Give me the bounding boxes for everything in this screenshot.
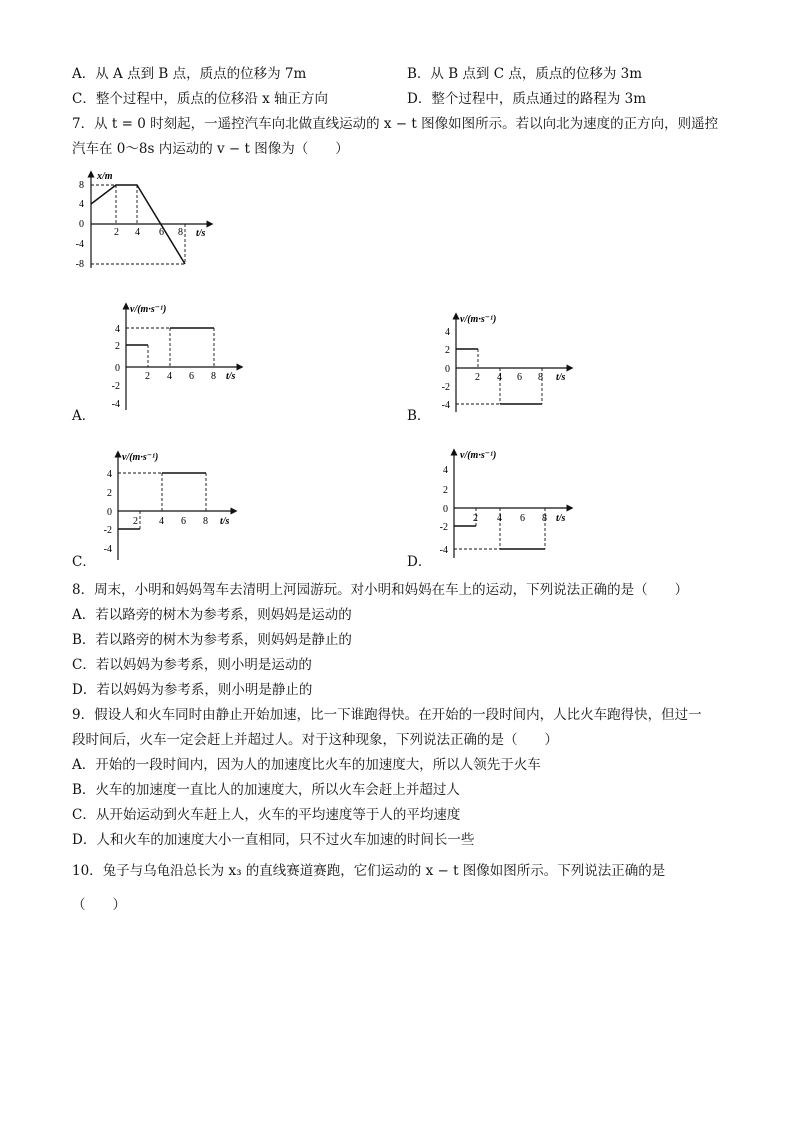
- c-ytick: 2: [107, 488, 112, 499]
- b-xtick: 4: [497, 372, 502, 383]
- xt-ytick: 8: [79, 180, 84, 191]
- c-xtick: 4: [159, 516, 164, 527]
- xt-ytick: 4: [79, 199, 84, 210]
- q7-option-c-letter: C．: [72, 554, 96, 570]
- xt-xtick: 4: [135, 227, 140, 238]
- b-xtick: 2: [475, 372, 480, 383]
- q10-stem-line2: （ ）: [72, 897, 126, 913]
- b-ytick: 4: [445, 327, 450, 338]
- xt-xtick: 6: [159, 227, 164, 238]
- b-ytick: 2: [445, 345, 450, 356]
- c-ytick: 0: [107, 507, 112, 518]
- d-xtick: 4: [497, 513, 502, 524]
- q9-option-a: A．开始的一段时间内，因为人的加速度比火车的加速度大，所以人领先于火车: [72, 757, 541, 773]
- a-x-label: t/s: [226, 371, 236, 382]
- q9-stem-line2: 段时间后，火车一定会赶上并超过人。对于这种现象，下列说法正确的是（ ）: [72, 732, 558, 748]
- c-ytick: -2: [103, 525, 112, 536]
- q9-option-b: B．火车的加速度一直比人的加速度大，所以火车会赶上并超过人: [72, 782, 460, 798]
- xt-xtick: 2: [114, 227, 119, 238]
- b-ytick: 0: [445, 364, 450, 375]
- b-ytick: -4: [441, 400, 450, 411]
- q7-option-d-letter: D．: [407, 554, 432, 570]
- q7-option-a-graph: [108, 300, 253, 418]
- d-x-label: t/s: [556, 513, 566, 524]
- a-xtick: 2: [145, 371, 150, 382]
- q7-option-a-letter: A．: [72, 408, 96, 424]
- q9-stem-line1: 9．假设人和火车同时由静止开始加速，比一下谁跑得快。在开始的一段时间内，人比火车跑得快，但过一: [72, 707, 702, 723]
- q7-option-c-graph: [100, 448, 245, 566]
- q8-option-a: A．若以路旁的树木为参考系，则妈妈是运动的: [72, 607, 352, 623]
- d-xtick: 6: [520, 513, 525, 524]
- a-ytick: 4: [115, 324, 120, 335]
- q9-option-d: D．人和火车的加速度大小一直相同，只不过火车加速的时间长一些: [72, 832, 475, 848]
- q7-option-b-letter: B．: [407, 408, 431, 424]
- a-ytick: 2: [115, 341, 120, 352]
- a-y-label: v/(m·s⁻¹): [130, 304, 167, 315]
- b-ytick: -2: [441, 382, 450, 393]
- a-xtick: 6: [189, 371, 194, 382]
- xt-ytick: -4: [75, 239, 84, 250]
- q8-option-d: D．若以妈妈为参考系，则小明是静止的: [72, 682, 313, 698]
- c-y-label: v/(m·s⁻¹): [122, 452, 159, 463]
- d-y-label: v/(m·s⁻¹): [460, 450, 497, 461]
- q9-option-c: C．从开始运动到火车赶上人，火车的平均速度等于人的平均速度: [72, 807, 461, 823]
- q6-option-a: A．从 A 点到 B 点，质点的位移为 7m: [72, 66, 307, 82]
- xt-xtick: 8: [178, 227, 183, 238]
- b-xtick: 6: [517, 372, 522, 383]
- d-xtick: 2: [473, 513, 478, 524]
- q7-stem-line2: 汽车在 0～8s 内运动的 v − t 图像为（ ）: [72, 141, 349, 157]
- q8-stem: 8．周末，小明和妈妈驾车去清明上河园游玩。对小明和妈妈在车上的运动，下列说法正确的是（ ）: [72, 582, 689, 598]
- c-xtick: 2: [133, 516, 138, 527]
- xt-x-label: t/s: [196, 228, 206, 239]
- d-xtick: 8: [542, 513, 547, 524]
- a-ytick: 0: [115, 363, 120, 374]
- xt-y-label: x/m: [97, 171, 113, 182]
- b-y-label: v/(m·s⁻¹): [460, 314, 497, 325]
- q7-option-b-graph: [438, 310, 583, 418]
- b-x-label: t/s: [556, 372, 566, 383]
- q7-stem-line1: 7．从 t = 0 时刻起，一遥控汽车向北做直线运动的 x − t 图像如图所示。若以向北为速度的正方向，则遥控: [72, 116, 719, 132]
- xt-ytick: -8: [75, 259, 84, 270]
- q10-stem-line1: 10．兔子与乌龟沿总长为 x₃ 的直线赛道赛跑，它们运动的 x − t 图像如图所示。下列说法正确的是: [72, 863, 666, 879]
- q6-option-c: C．整个过程中，质点的位移沿 x 轴正方向: [72, 91, 329, 107]
- c-ytick: 4: [107, 469, 112, 480]
- c-xtick: 6: [181, 516, 186, 527]
- d-ytick: 2: [443, 485, 448, 496]
- d-ytick: 4: [443, 465, 448, 476]
- c-xtick: 8: [203, 516, 208, 527]
- d-ytick: 0: [443, 504, 448, 515]
- q7-xt-graph: [60, 168, 230, 280]
- q8-option-b: B．若以路旁的树木为参考系，则妈妈是静止的: [72, 632, 352, 648]
- xt-ytick: 0: [79, 219, 84, 230]
- q7-option-d-graph: [432, 446, 582, 564]
- d-ytick: -4: [439, 545, 448, 556]
- q6-option-d: D．整个过程中，质点通过的路程为 3m: [407, 91, 647, 107]
- c-ytick: -4: [103, 544, 112, 555]
- a-xtick: 4: [167, 371, 172, 382]
- a-ytick: -4: [111, 399, 120, 410]
- q6-option-b: B．从 B 点到 C 点，质点的位移为 3m: [407, 66, 643, 82]
- b-xtick: 8: [538, 372, 543, 383]
- d-ytick: -2: [439, 522, 448, 533]
- c-x-label: t/s: [220, 516, 230, 527]
- a-xtick: 8: [211, 371, 216, 382]
- q8-option-c: C．若以妈妈为参考系，则小明是运动的: [72, 657, 312, 673]
- a-ytick: -2: [111, 381, 120, 392]
